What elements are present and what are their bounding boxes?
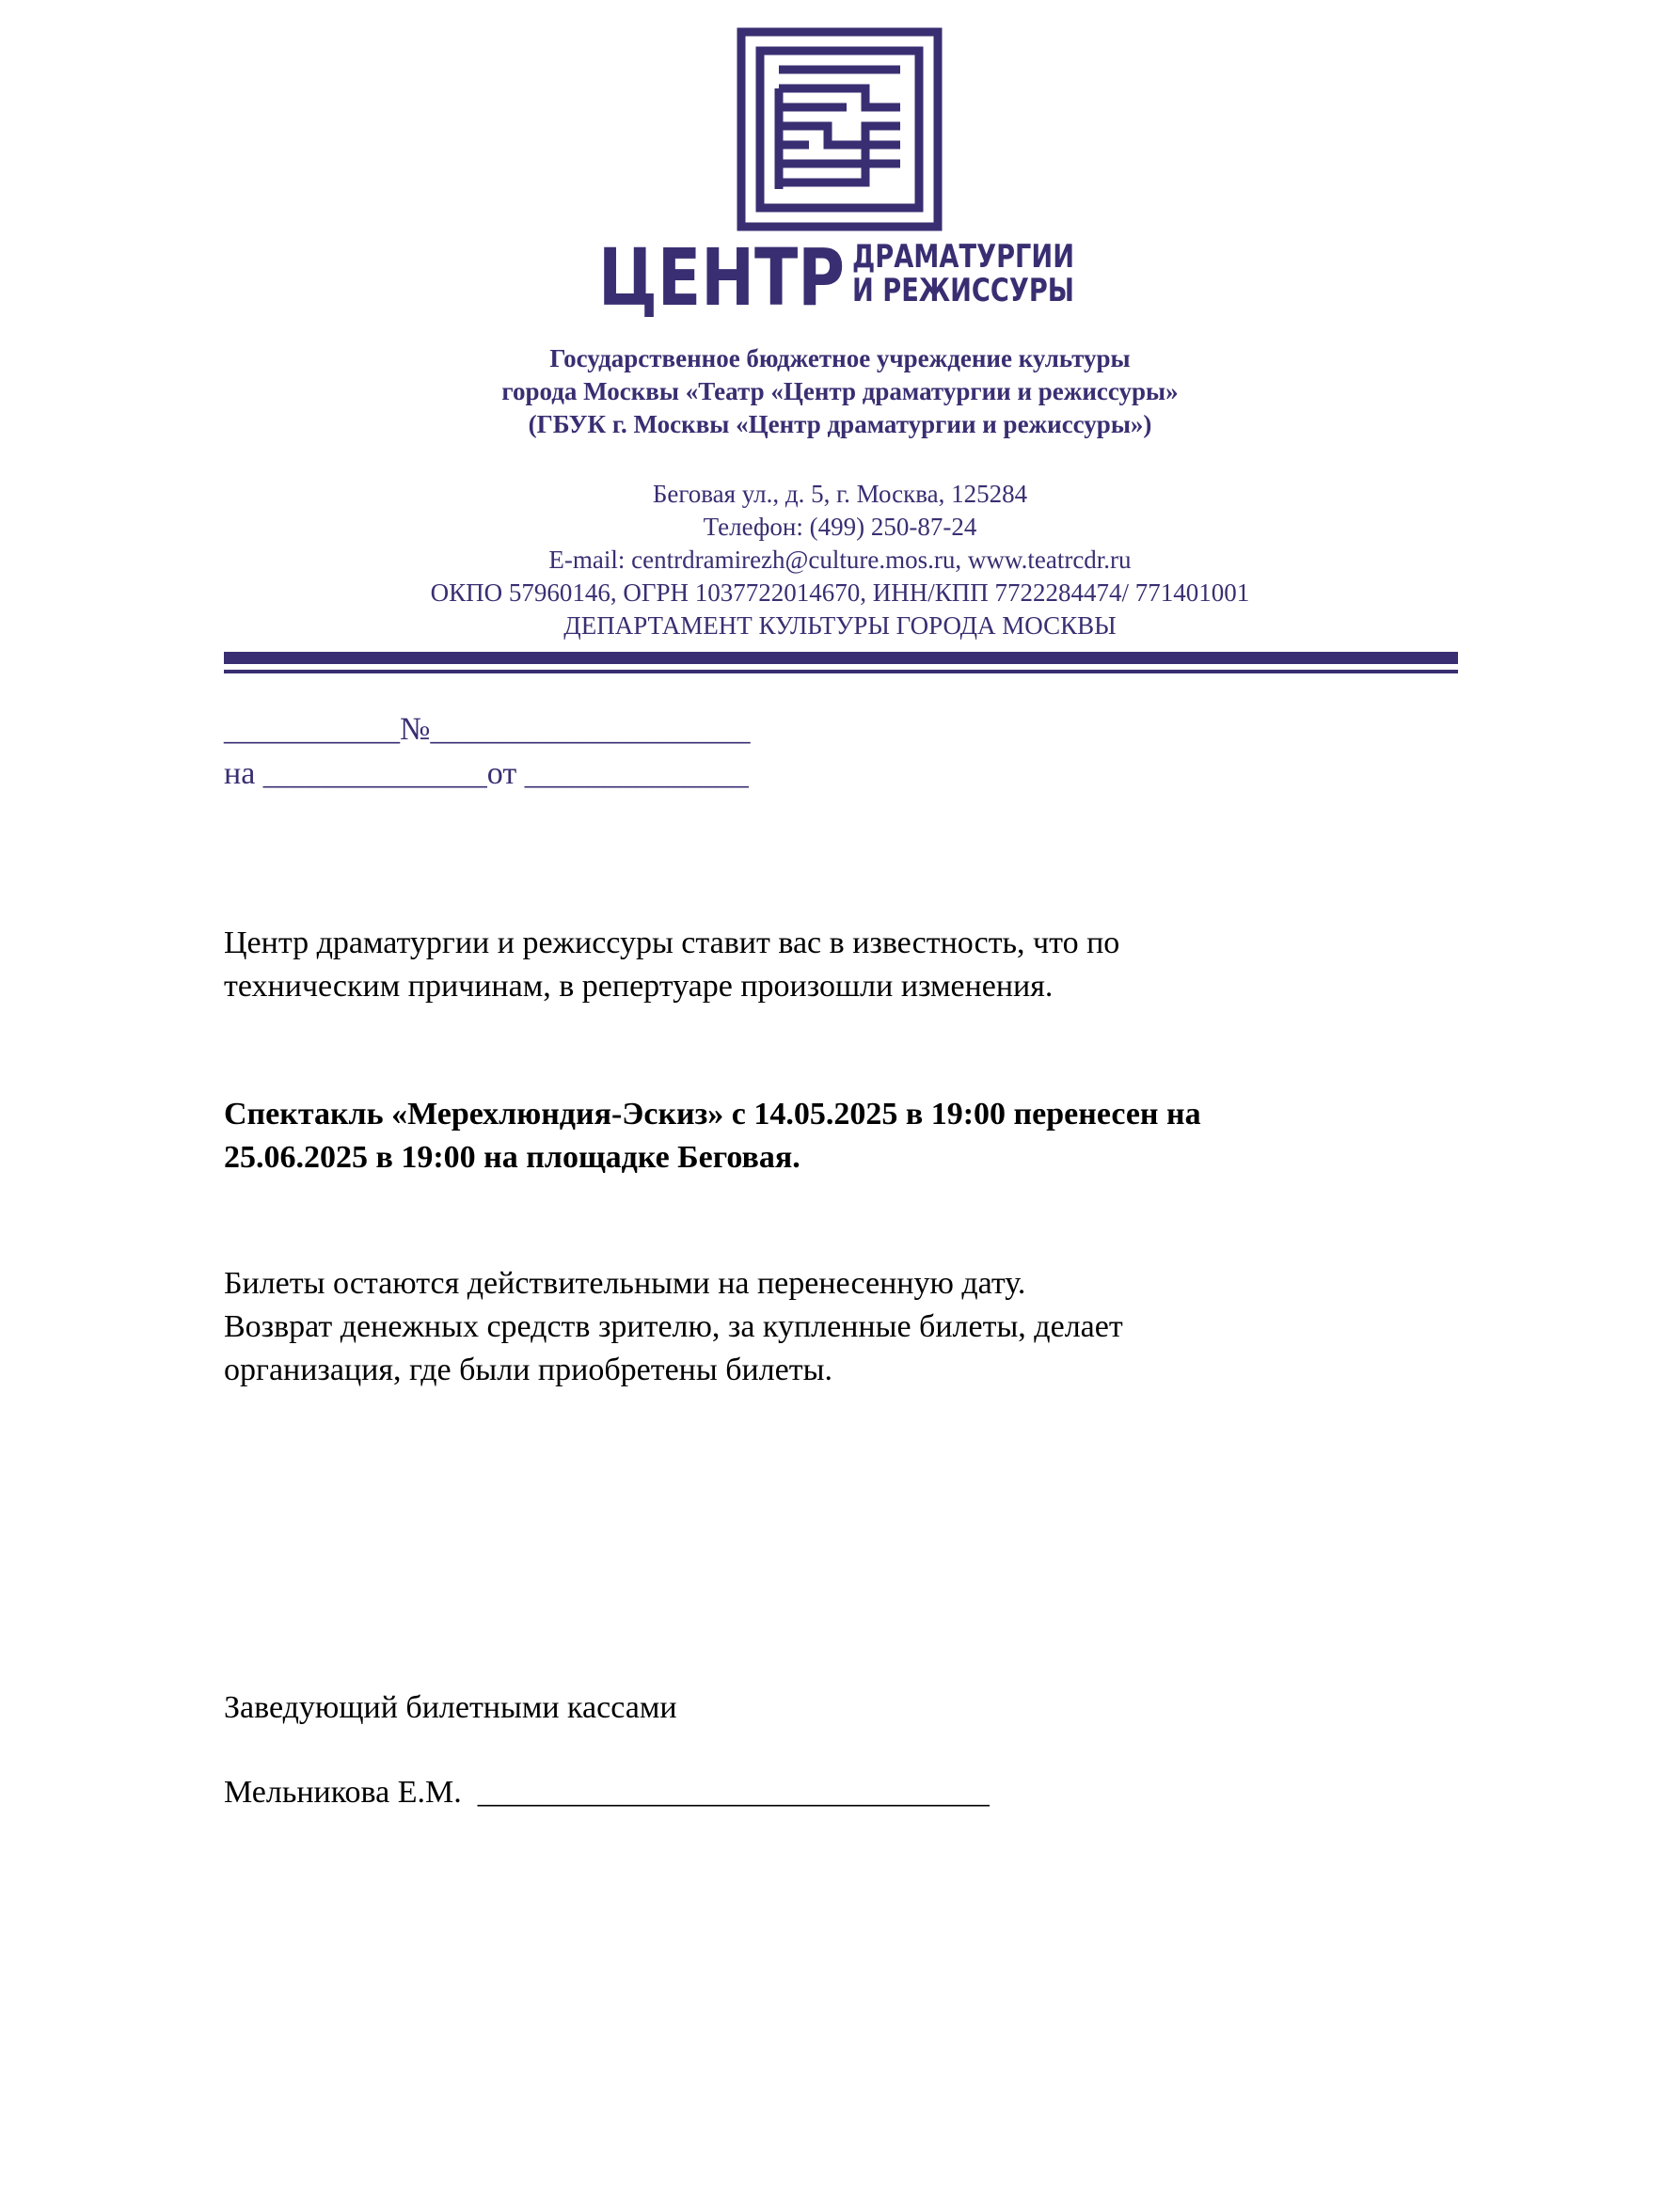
outgoing-number-line: ___________№____________________ [224,712,751,747]
intro-paragraph [224,922,1466,1008]
org-line: (ГБУК г. Москвы «Центр драматургии и режиссуры») [528,410,1152,438]
info-line: Билеты остаются действительными на перенесенную дату. [224,1266,1026,1301]
organization-name [0,342,1680,441]
org-line: города Москвы «Театр «Центр драматургии и режиссуры» [501,377,1179,405]
maze-emblem-icon [741,32,938,227]
intro-line: Центр драматургии и режиссуры ставит вас в известность, что по [224,926,1120,960]
email-line: E-mail: centrdramirezh@culture.mos.ru, www.teatrcdr.ru [548,546,1132,574]
intro-line: техническим причинам, в репертуаре произошли изменения. [224,969,1054,1004]
logo-wordmark: ЦЕНТР [598,231,845,324]
phone-line: Телефон: (499) 250-87-24 [703,513,977,541]
address-line: Беговая ул., д. 5, г. Москва, 125284 [652,480,1028,508]
logo-tagline-1: ДРАМАТУРГИИ [852,238,1074,276]
info-line: Возврат денежных средств зрителю, за купленные билеты, делает [224,1309,1123,1344]
tickets-info-paragraph [224,1262,1466,1392]
info-line: организация, где были приобретены билеты. [224,1353,832,1387]
registry-codes-line: ОКПО 57960146, ОГРН 1037722014670, ИНН/КПП 7722284474/ 771401001 [430,578,1250,607]
reply-reference-line: на ______________от ______________ [224,756,749,791]
department-line: ДЕПАРТАМЕНТ КУЛЬТУРЫ ГОРОДА МОСКВЫ [563,611,1117,640]
notice-line: Спектакль «Мерехлюндия-Эскиз» с 14.05.2025 в 19:00 перенесен на [224,1097,1201,1132]
logo-tagline-2: И РЕЖИССУРЫ [852,272,1074,309]
org-line: Государственное бюджетное учреждение культуры [549,344,1131,372]
header-divider-thin [224,670,1458,673]
signatory-position: Заведующий билетными кассами [224,1690,677,1725]
rescheduling-notice [224,1093,1466,1179]
signatory-name-line: Мельникова Е.М. ________________________________ [224,1775,990,1810]
organization-contacts [0,478,1680,642]
theatre-logo [593,26,1082,324]
notice-line: 25.06.2025 в 19:00 на площадке Беговая. [224,1140,800,1175]
header-divider-thick [224,652,1458,664]
